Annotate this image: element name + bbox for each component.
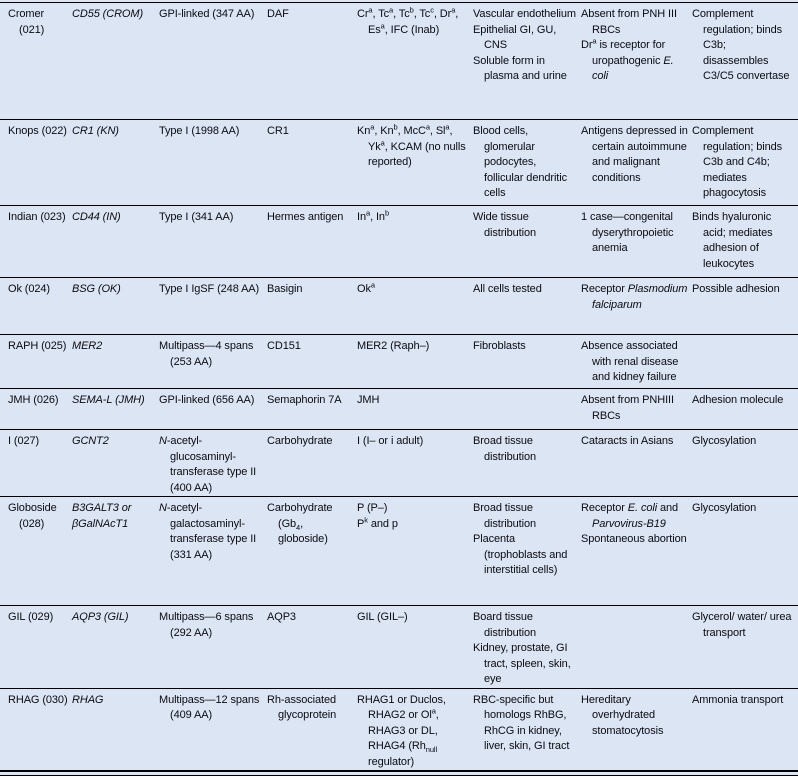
cell-text: CD44 (IN)	[72, 211, 121, 223]
cell-tissue_distribution	[473, 497, 581, 606]
cell-antigens	[357, 606, 473, 689]
cell-text: GIL (GIL–)	[357, 611, 408, 623]
cell-text: JMH (026)	[8, 394, 59, 406]
cell-text: BSG (OK)	[72, 283, 121, 295]
cell-gene	[72, 335, 159, 389]
cell-protein_name	[267, 389, 357, 430]
cell-structure	[159, 206, 267, 278]
cell-antigens	[357, 389, 473, 430]
cell-text: AQP3	[267, 611, 296, 623]
cell-text: Adhesion molecule	[692, 394, 784, 406]
cell-text: JMH	[357, 394, 380, 406]
cell-text: βGalNAcT1	[72, 517, 129, 530]
cell-structure	[159, 3, 267, 120]
cell-text: Broad tissue distribution	[473, 502, 536, 530]
cell-disease_associations	[581, 120, 692, 206]
cell-tissue_distribution	[473, 3, 581, 120]
cell-antigens	[357, 335, 473, 389]
cell-text: GPI-linked (347 AA)	[159, 8, 255, 20]
cell-tissue_distribution	[473, 206, 581, 278]
cell-disease_associations	[581, 3, 692, 120]
cell-text: Soluble form in plasma and urine	[473, 54, 567, 82]
cell-antigens	[357, 688, 473, 770]
cell-antigens	[357, 497, 473, 606]
cell-text: Possible adhesion	[692, 283, 780, 295]
cell-text: Absent from PNHIII RBCs	[581, 394, 674, 422]
cell-text: Absent from PNH III RBCs	[581, 8, 677, 36]
cell-text: B3GALT3 or	[72, 502, 132, 514]
cell-text: Multipass—4 spans (253 AA)	[159, 340, 254, 368]
cell-protein_name	[267, 278, 357, 335]
table-row	[0, 389, 798, 430]
cell-gene	[72, 606, 159, 689]
table-row	[0, 688, 798, 770]
cell-text: CR1	[267, 125, 289, 137]
cell-disease_associations	[581, 278, 692, 335]
cell-text: Complement regulation; binds C3b; disassembles C3/C5 convertase	[692, 8, 790, 82]
cell-text: Ammonia transport	[692, 693, 784, 706]
table-row	[0, 278, 798, 335]
cell-gene	[72, 120, 159, 206]
cell-structure	[159, 606, 267, 689]
cell-function	[692, 3, 798, 120]
cell-system	[0, 430, 72, 497]
cell-antigens	[357, 206, 473, 278]
cell-disease_associations	[581, 688, 692, 770]
cell-protein_name	[267, 335, 357, 389]
cell-structure	[159, 497, 267, 606]
cell-gene	[72, 389, 159, 430]
cell-text: RBC-specific but homologs RhBG, RhCG in kidney, liver, skin, GI tract	[473, 693, 570, 752]
cell-antigens	[357, 3, 473, 120]
cell-tissue_distribution	[473, 120, 581, 206]
cell-gene	[72, 430, 159, 497]
cell-text: Glycosylation	[692, 435, 757, 447]
table-row	[0, 335, 798, 389]
cell-disease_associations	[581, 206, 692, 278]
cell-antigens	[357, 278, 473, 335]
cell-text: Kidney, prostate, GI tract, spleen, skin, eye	[473, 642, 571, 685]
cell-text: MER2 (Raph–)	[357, 340, 430, 352]
cell-function	[692, 335, 798, 389]
cell-text: Cataracts in Asians	[581, 435, 674, 447]
cell-text: All cells tested	[473, 283, 542, 295]
table-row	[0, 606, 798, 689]
cell-text: Ok (024)	[8, 283, 50, 295]
cell-gene	[72, 206, 159, 278]
cell-text: Ok$^a$	[357, 280, 375, 295]
cell-text: Fibroblasts	[473, 340, 526, 352]
cell-text: RHAG (030)	[8, 693, 68, 706]
cell-text: Spontaneous abortion	[581, 533, 687, 545]
cell-text: Type I (1998 AA)	[159, 125, 240, 137]
cell-text: 1 case—congenital dyserythropoietic anemia	[581, 211, 674, 254]
cell-text: Semaphorin 7A	[267, 394, 342, 406]
cell-text: Glycosylation	[692, 502, 757, 514]
cell-tissue_distribution	[473, 606, 581, 689]
cell-text: RAPH (025)	[8, 340, 67, 352]
cell-text: CR1 (KN)	[72, 125, 119, 137]
cell-text: Vascular endothelium	[473, 8, 576, 20]
cell-structure	[159, 389, 267, 430]
cell-disease_associations	[581, 497, 692, 606]
table-body	[0, 3, 798, 771]
cell-system	[0, 120, 72, 206]
table-row	[0, 3, 798, 120]
cell-antigens	[357, 430, 473, 497]
cell-protein_name	[267, 606, 357, 689]
cell-text: Receptor E. coli and Parvovirus-B19	[581, 502, 679, 530]
cell-text: Globoside (028)	[8, 502, 57, 530]
cell-text: In$^a$, In$^b$	[357, 208, 390, 223]
cell-text: DAF	[267, 8, 289, 20]
cell-function	[692, 497, 798, 606]
cell-tissue_distribution	[473, 688, 581, 770]
cell-text: Receptor Plasmodium falciparum	[581, 283, 688, 311]
cell-protein_name	[267, 206, 357, 278]
cell-disease_associations	[581, 430, 692, 497]
cell-text: N-acetyl-glucosaminyl-transferase type II (400 AA)	[159, 435, 257, 494]
cell-text: Hermes antigen	[267, 211, 344, 223]
cell-text: Multipass—6 spans (292 AA)	[159, 611, 254, 639]
cell-text: Indian (023)	[8, 211, 66, 223]
cell-text: AQP3 (GIL)	[72, 611, 129, 623]
cell-system	[0, 335, 72, 389]
cell-system	[0, 206, 72, 278]
cell-protein_name	[267, 430, 357, 497]
cell-text: Knops (022)	[8, 125, 67, 137]
cell-function	[692, 430, 798, 497]
cell-text: Placenta (trophoblasts and interstitial cells)	[473, 533, 568, 576]
cell-text: $P^k$ and p	[357, 514, 398, 530]
cell-structure	[159, 335, 267, 389]
cell-text: N-acetyl-galactosaminyl-transferase type II (331 AA)	[159, 502, 257, 561]
cell-disease_associations	[581, 335, 692, 389]
table-row	[0, 120, 798, 206]
cell-text: Carbohydrate ($Gb_4$, globoside)	[267, 502, 333, 545]
cell-text: RHAG	[72, 693, 104, 706]
cell-text: Kn$^a$, Kn$^b$, McC$^a$, Sl$^a$, Yk$^a$, KCAM (no nulls reported)	[357, 122, 466, 168]
blood-group-table	[0, 2, 798, 770]
cell-text: Cr$^a$, Tc$^a$, Tc$^b$, Tc$^c$, Dr$^a$, Es$^a$, IFC (Inab)	[357, 5, 459, 36]
cell-antigens	[357, 120, 473, 206]
cell-text: CD151	[267, 340, 301, 352]
cell-text: Basigin	[267, 283, 303, 295]
cell-system	[0, 389, 72, 430]
table-row	[0, 497, 798, 606]
cell-text: Rh-associated glycoprotein	[267, 693, 337, 721]
cell-gene	[72, 497, 159, 606]
cell-text: I (027)	[8, 435, 40, 447]
cell-text: I (I– or i adult)	[357, 435, 424, 447]
cell-protein_name	[267, 497, 357, 606]
cell-function	[692, 606, 798, 689]
cell-text: Type I (341 AA)	[159, 211, 234, 223]
cell-protein_name	[267, 688, 357, 770]
cell-text: Type I IgSF (248 AA)	[159, 283, 260, 295]
cell-system	[0, 278, 72, 335]
cell-text: P (P–)	[357, 502, 388, 514]
cell-text: Epithelial GI, GU, CNS	[473, 23, 557, 51]
cell-disease_associations	[581, 606, 692, 689]
cell-structure	[159, 430, 267, 497]
cell-disease_associations	[581, 389, 692, 430]
cell-text: Board tissue distribution	[473, 611, 536, 639]
cell-text: Complement regulation; binds C3b and C4b; mediates phagocytosis	[692, 125, 783, 199]
cell-structure	[159, 120, 267, 206]
cell-text: Absence associated with renal disease and kidney failure	[581, 340, 679, 383]
table-row	[0, 430, 798, 497]
cell-function	[692, 206, 798, 278]
cell-tissue_distribution	[473, 335, 581, 389]
cell-function	[692, 120, 798, 206]
cell-text: GIL (029)	[8, 611, 54, 623]
cell-tissue_distribution	[473, 278, 581, 335]
cell-text: RHAG1 or Duclos, RHAG2 or Ol$^a$, RHAG3 or DL, RHAG4 ($Rh_{null}$ regulator)	[357, 693, 446, 768]
cell-system	[0, 606, 72, 689]
cell-text: Carbohydrate	[267, 435, 333, 447]
cell-text: Broad tissue distribution	[473, 435, 536, 463]
cell-tissue_distribution	[473, 389, 581, 430]
cell-text: Multipass—12 spans (409 AA)	[159, 693, 260, 721]
cell-tissue_distribution	[473, 430, 581, 497]
cell-system	[0, 3, 72, 120]
cell-text: Wide tissue distribution	[473, 211, 536, 239]
cell-protein_name	[267, 120, 357, 206]
table-row	[0, 206, 798, 278]
cell-text: GPI-linked (656 AA)	[159, 394, 255, 406]
cell-text: Antigens depressed in certain autoimmune and malignant conditions	[581, 125, 688, 184]
cell-system	[0, 688, 72, 770]
cell-text: Dr$^a$ is receptor for uropathogenic E. coli	[581, 36, 674, 82]
cell-function	[692, 278, 798, 335]
cell-text: Cromer (021)	[8, 8, 45, 36]
cell-function	[692, 688, 798, 770]
cell-text: Blood cells, glomerular podocytes, follicular dendritic cells	[473, 125, 567, 199]
cell-gene	[72, 3, 159, 120]
cell-text: Binds hyaluronic acid; mediates adhesion of leukocytes	[692, 211, 773, 270]
cell-text: Glycerol/ water/ urea transport	[692, 611, 792, 639]
cell-system	[0, 497, 72, 606]
cell-gene	[72, 688, 159, 770]
cell-text: CD55 (CROM)	[72, 8, 144, 20]
cell-text: SEMA-L (JMH)	[72, 394, 145, 406]
cell-gene	[72, 278, 159, 335]
cell-text: MER2	[72, 340, 103, 352]
cell-structure	[159, 688, 267, 770]
cell-function	[692, 389, 798, 430]
cell-text: Hereditary overhydrated stomatocytosis	[581, 693, 664, 737]
cell-structure	[159, 278, 267, 335]
cell-protein_name	[267, 3, 357, 120]
cell-text: GCNT2	[72, 435, 109, 447]
